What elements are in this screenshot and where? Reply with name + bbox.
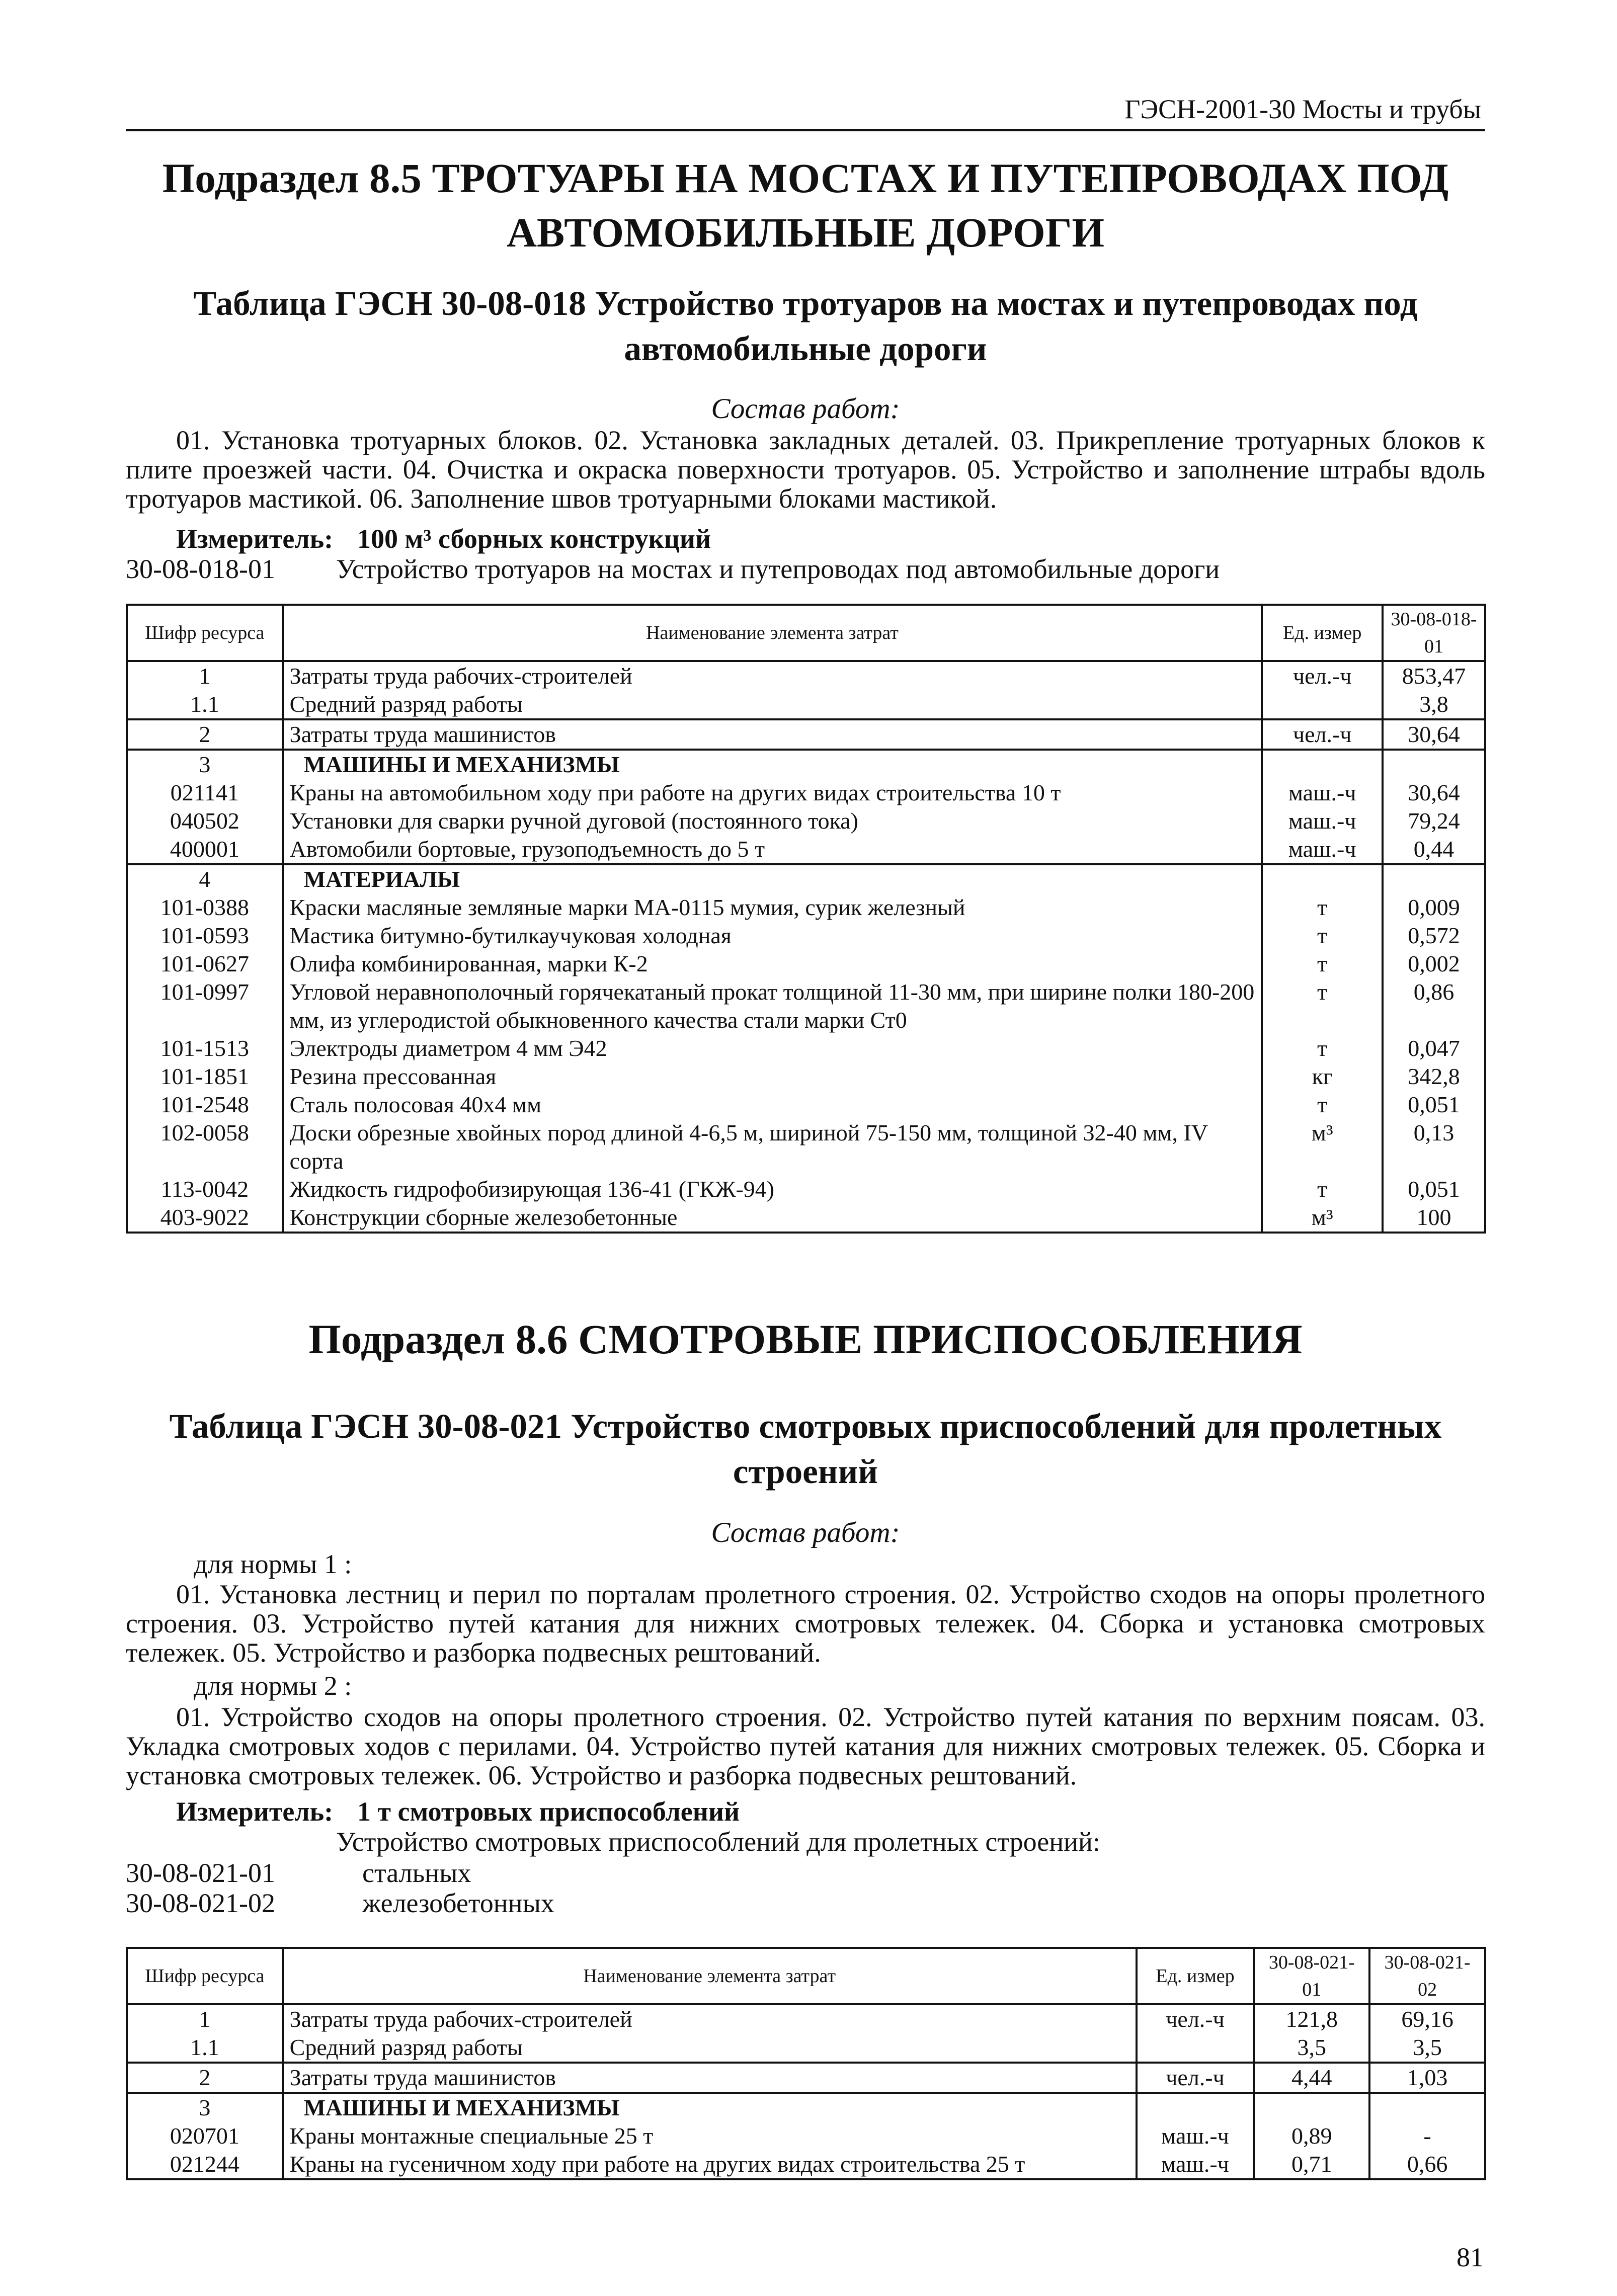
norm-code: 30-08-021-02 — [126, 1888, 275, 1918]
unit-cell: маш.-ч — [1262, 835, 1383, 864]
norm-value-cell-1: 0,86 — [1383, 978, 1485, 1034]
resource-code-cell: 1.1 — [127, 690, 283, 719]
norm-value-cell-2: - — [1369, 2122, 1485, 2150]
col-header-unit: Ед. измер — [1137, 1948, 1254, 2004]
col-header-norm-2: 30-08-021-02 — [1369, 1948, 1485, 2004]
unit-cell: чел.-ч — [1262, 719, 1383, 750]
table-row — [127, 893, 1485, 922]
resource-code-cell: 101-0388 — [127, 893, 283, 922]
resource-code-cell: 1.1 — [127, 2033, 283, 2063]
sostav-text: 01. Установка тротуарных блоков. 02. Установка закладных деталей. 03. Прикрепление тротуарных блоков к плите проезжей части. 04. Очистка и окраска поверхности тротуаров. 05. Устройство и заполнение штрабы вдоль тротуаров мастикой. 06. Заполнение швов тротуарными блоками мастикой. — [126, 425, 1485, 514]
unit-cell: маш.-ч — [1262, 807, 1383, 835]
table-row — [127, 2004, 1485, 2033]
table-row — [127, 835, 1485, 864]
resource-code-cell: 021244 — [127, 2150, 283, 2179]
resource-code-cell: 020701 — [127, 2122, 283, 2150]
norm-value-cell-1: 0,051 — [1383, 1175, 1485, 1203]
norm-value-cell-1: 4,44 — [1254, 2063, 1369, 2093]
resource-code-cell: 040502 — [127, 807, 283, 835]
norm-value-cell-1 — [1383, 864, 1485, 893]
resource-code-cell: 403-9022 — [127, 1203, 283, 1233]
norm-value-cell-2 — [1369, 2093, 1485, 2122]
col-header-norm: 30-08-018-01 — [1383, 605, 1485, 661]
table-row — [127, 922, 1485, 950]
resource-code-cell: 3 — [127, 750, 283, 779]
unit-cell: т — [1262, 893, 1383, 922]
norm-value-cell-1: 0,002 — [1383, 950, 1485, 978]
meter-label: Измеритель: — [176, 524, 334, 554]
resource-code-cell: 2 — [127, 2063, 283, 2093]
resource-name-cell: МАШИНЫ И МЕХАНИЗМЫ — [283, 750, 1262, 779]
table-row — [127, 807, 1485, 835]
resource-name-cell: Угловой неравнополочный горячекатаный прокат толщиной 11-30 мм, при ширине полки 180-200 мм, из углеродистой обыкновенного качества стали марки Ст0 — [283, 978, 1262, 1034]
resource-name-cell: Жидкость гидрофобизирующая 136-41 (ГКЖ-94) — [283, 1175, 1262, 1203]
norm-value-cell-1: 30,64 — [1383, 779, 1485, 807]
norm-value-cell-1: 0,71 — [1254, 2150, 1369, 2179]
table-row — [127, 2150, 1485, 2179]
resource-code-cell: 1 — [127, 661, 283, 690]
norm-value-cell-2: 1,03 — [1369, 2063, 1485, 2093]
resource-name-cell: Краны на автомобильном ходу при работе на других видах строительства 10 т — [283, 779, 1262, 807]
resource-name-cell: Затраты труда рабочих-строителей — [283, 661, 1262, 690]
resource-name-cell: Затраты труда машинистов — [283, 2063, 1137, 2093]
norm-group: Устройство смотровых приспособлений для пролетных строений: — [336, 1827, 1100, 1857]
norm-value-cell-2: 0,66 — [1369, 2150, 1485, 2179]
resource-name-cell: Затраты труда машинистов — [283, 719, 1262, 750]
section-title-2: Подраздел 8.6 СМОТРОВЫЕ ПРИСПОСОБЛЕНИЯ — [308, 1316, 1303, 1362]
unit-cell: маш.-ч — [1262, 779, 1383, 807]
resource-code-cell: 101-0997 — [127, 978, 283, 1034]
running-title: ГЭСН-2001-30 Мосты и трубы — [1124, 94, 1481, 124]
norm-value-cell-1: 100 — [1383, 1203, 1485, 1233]
resource-table-1 — [126, 604, 1486, 1234]
resource-code-cell: 101-1851 — [127, 1062, 283, 1091]
table-row — [127, 2122, 1485, 2150]
resource-code-cell: 101-1513 — [127, 1034, 283, 1062]
col-header-code: Шифр ресурса — [127, 605, 283, 661]
norm-value-cell-1: 30,64 — [1383, 719, 1485, 750]
unit-cell — [1262, 690, 1383, 719]
unit-cell — [1262, 864, 1383, 893]
resource-name-cell: МАТЕРИАЛЫ — [283, 864, 1262, 893]
unit-cell: чел.-ч — [1137, 2004, 1254, 2033]
table-row — [127, 1062, 1485, 1091]
norm-value-cell-1: 0,572 — [1383, 922, 1485, 950]
norm-value-cell-2: 3,5 — [1369, 2033, 1485, 2063]
resource-name-cell: Доски обрезные хвойных пород длиной 4-6,5 м, шириной 75-150 мм, толщиной 32-40 мм, IV сорта — [283, 1119, 1262, 1175]
unit-cell: т — [1262, 922, 1383, 950]
norm-value-cell-1: 3,5 — [1254, 2033, 1369, 2063]
page-number: 81 — [1457, 2242, 1484, 2272]
resource-code-cell: 1 — [127, 2004, 283, 2033]
norm-value-cell-1 — [1383, 750, 1485, 779]
col-header-norm-1: 30-08-021-01 — [1254, 1948, 1369, 2004]
resource-code-cell: 113-0042 — [127, 1175, 283, 1203]
norm1-label: для нормы 1 : — [194, 1549, 352, 1579]
table-row — [127, 690, 1485, 719]
norm-value-cell-1: 0,44 — [1383, 835, 1485, 864]
unit-cell: т — [1262, 1175, 1383, 1203]
table-row — [127, 2063, 1485, 2093]
resource-name-cell: Олифа комбинированная, марки К-2 — [283, 950, 1262, 978]
table-title: Таблица ГЭСН 30-08-018 Устройство тротуаров на мостах и путепроводах под автомобильные дороги — [193, 284, 1418, 368]
table-row — [127, 1203, 1485, 1233]
unit-cell: чел.-ч — [1262, 661, 1383, 690]
resource-name-cell: Сталь полосовая 40х4 мм — [283, 1091, 1262, 1119]
resource-name-cell: Краски масляные земляные марки МА-0115 мумия, сурик железный — [283, 893, 1262, 922]
unit-cell: т — [1262, 1091, 1383, 1119]
table-row — [127, 864, 1485, 893]
norm-value-cell-1: 853,47 — [1383, 661, 1485, 690]
resource-code-cell: 101-2548 — [127, 1091, 283, 1119]
table-row — [127, 1091, 1485, 1119]
norm-value-cell-1: 0,89 — [1254, 2122, 1369, 2150]
col-header-name: Наименование элемента затрат — [283, 1948, 1137, 2004]
resource-name-cell: Затраты труда рабочих-строителей — [283, 2004, 1137, 2033]
table-row — [127, 719, 1485, 750]
norm-value-cell-1: 3,8 — [1383, 690, 1485, 719]
table-row — [127, 1034, 1485, 1062]
norm2-label: для нормы 2 : — [194, 1671, 352, 1701]
unit-cell: т — [1262, 950, 1383, 978]
table-title-2: Таблица ГЭСН 30-08-021 Устройство смотровых приспособлений для пролетных строений — [169, 1407, 1442, 1491]
unit-cell: маш.-ч — [1137, 2150, 1254, 2179]
resource-code-cell: 102-0058 — [127, 1119, 283, 1175]
section-title: Подраздел 8.5 ТРОТУАРЫ НА МОСТАХ И ПУТЕПРОВОДАХ ПОД АВТОМОБИЛЬНЫЕ ДОРОГИ — [162, 155, 1449, 256]
resource-name-cell: Мастика битумно-бутилкаучуковая холодная — [283, 922, 1262, 950]
unit-cell: м³ — [1262, 1203, 1383, 1233]
unit-cell: т — [1262, 1034, 1383, 1062]
table-row — [127, 779, 1485, 807]
col-header-name: Наименование элемента затрат — [283, 605, 1262, 661]
meter-label-2: Измеритель: — [176, 1796, 334, 1827]
unit-cell: м³ — [1262, 1119, 1383, 1175]
resource-code-cell: 021141 — [127, 779, 283, 807]
resource-code-cell: 400001 — [127, 835, 283, 864]
table-row — [127, 2093, 1485, 2122]
norm-value-cell-1: 0,13 — [1383, 1119, 1485, 1175]
norm-value-cell-1: 79,24 — [1383, 807, 1485, 835]
sostav-label-2: Состав работ: — [711, 1517, 900, 1548]
resource-name-cell: Установки для сварки ручной дуговой (постоянного тока) — [283, 807, 1262, 835]
norm-value-cell-1: 0,047 — [1383, 1034, 1485, 1062]
norm-value-cell-1 — [1254, 2093, 1369, 2122]
col-header-code: Шифр ресурса — [127, 1948, 283, 2004]
table-row — [127, 750, 1485, 779]
resource-table-2 — [126, 1947, 1486, 2180]
resource-code-cell: 4 — [127, 864, 283, 893]
resource-code-cell: 3 — [127, 2093, 283, 2122]
resource-code-cell: 101-0627 — [127, 950, 283, 978]
norm-code: 30-08-018-01 — [126, 554, 275, 584]
unit-cell: кг — [1262, 1062, 1383, 1091]
norm1-text: 01. Установка лестниц и перил по порталам пролетного строения. 02. Устройство сходов на опоры пролетного строения. 03. Устройство путей катания для нижних смотровых тележек. 04. Сборка и установка смотровых тележек. 05. Устройство и разборка подвесных рештований. — [126, 1579, 1485, 1668]
header-rule — [126, 129, 1485, 131]
table-row — [127, 661, 1485, 690]
norm-value-cell-1: 342,8 — [1383, 1062, 1485, 1091]
resource-code-cell: 2 — [127, 719, 283, 750]
resource-name-cell: Конструкции сборные железобетонные — [283, 1203, 1262, 1233]
meter-value: 100 м³ сборных конструкций — [357, 524, 711, 554]
norm-name: стальных — [362, 1858, 471, 1888]
norm-name: железобетонных — [362, 1888, 554, 1918]
resource-name-cell: МАШИНЫ И МЕХАНИЗМЫ — [283, 2093, 1137, 2122]
table-row — [127, 950, 1485, 978]
table-row — [127, 1175, 1485, 1203]
meter-value-2: 1 т смотровых приспособлений — [357, 1796, 740, 1827]
resource-name-cell: Средний разряд работы — [283, 2033, 1137, 2063]
unit-cell: т — [1262, 978, 1383, 1034]
resource-name-cell: Краны на гусеничном ходу при работе на других видах строительства 25 т — [283, 2150, 1137, 2179]
col-header-unit: Ед. измер — [1262, 605, 1383, 661]
norm2-text: 01. Устройство сходов на опоры пролетного строения. 02. Устройство путей катания по верхним поясам. 03. Укладка смотровых ходов с перилами. 04. Устройство путей катания для нижних смотровых тележек. 05. Сборка и установка смотровых тележек. 06. Устройство и разборка подвесных рештований. — [126, 1702, 1485, 1790]
unit-cell — [1262, 750, 1383, 779]
norm-name: Устройство тротуаров на мостах и путепроводах под автомобильные дороги — [336, 554, 1220, 584]
resource-code-cell: 101-0593 — [127, 922, 283, 950]
resource-name-cell: Средний разряд работы — [283, 690, 1262, 719]
resource-name-cell: Резина прессованная — [283, 1062, 1262, 1091]
unit-cell: чел.-ч — [1137, 2063, 1254, 2093]
sostav-label: Состав работ: — [711, 393, 900, 425]
resource-name-cell: Автомобили бортовые, грузоподъемность до 5 т — [283, 835, 1262, 864]
norm-value-cell-1: 0,051 — [1383, 1091, 1485, 1119]
table-row — [127, 1119, 1485, 1175]
norm-value-cell-2: 69,16 — [1369, 2004, 1485, 2033]
norm-code: 30-08-021-01 — [126, 1858, 275, 1888]
unit-cell — [1137, 2093, 1254, 2122]
resource-name-cell: Электроды диаметром 4 мм Э42 — [283, 1034, 1262, 1062]
table-row — [127, 2033, 1485, 2063]
norm-value-cell-1: 0,009 — [1383, 893, 1485, 922]
table-row — [127, 978, 1485, 1034]
resource-name-cell: Краны монтажные специальные 25 т — [283, 2122, 1137, 2150]
unit-cell: маш.-ч — [1137, 2122, 1254, 2150]
norm-value-cell-1: 121,8 — [1254, 2004, 1369, 2033]
unit-cell — [1137, 2033, 1254, 2063]
